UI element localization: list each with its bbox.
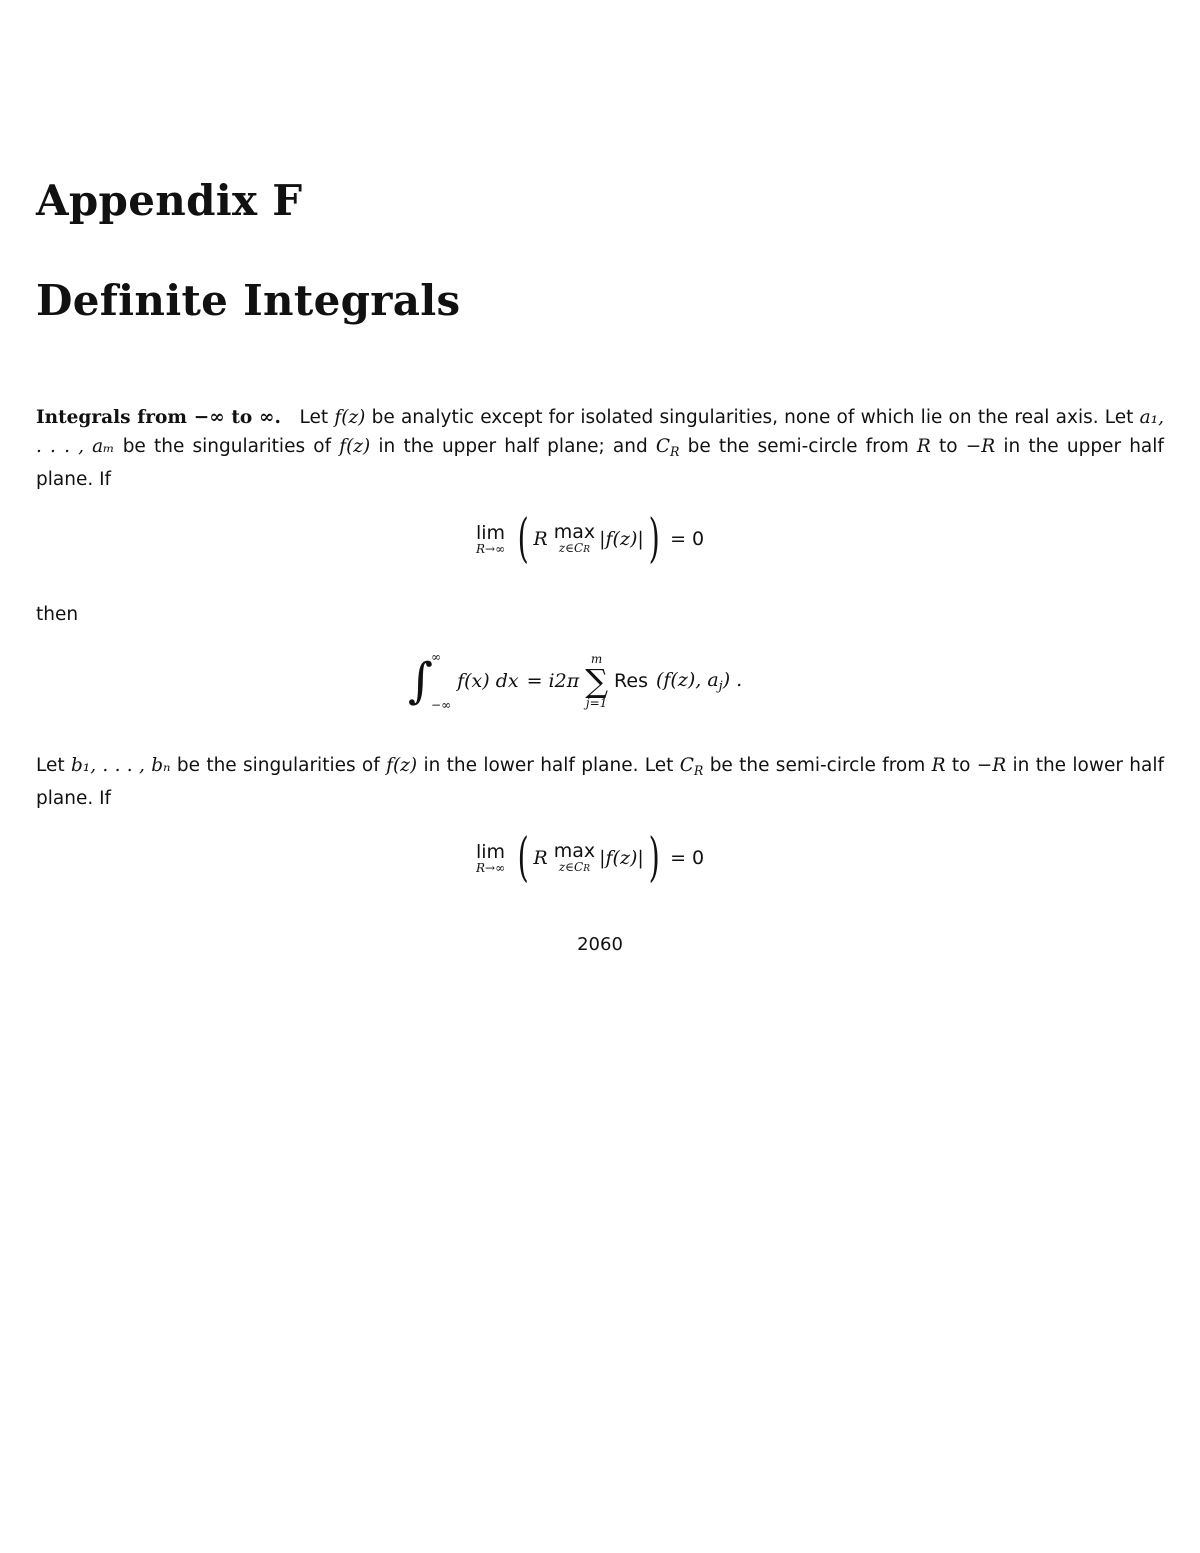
- math-cr: $C_R$: [655, 435, 680, 459]
- math-cr: $C_R$: [679, 755, 704, 778]
- integral-equation: [408, 650, 742, 712]
- integral-lower-limit: −∞: [431, 698, 452, 712]
- abs-fz: |f(z)|: [599, 528, 644, 550]
- equals-zero: = 0: [670, 528, 705, 550]
- chapter-label: Appendix F: [36, 176, 303, 225]
- left-paren: (: [517, 828, 529, 888]
- integrand: f(x) dx: [457, 670, 519, 692]
- math-R: R: [533, 847, 548, 869]
- math-negR: −R: [965, 435, 996, 457]
- abs-fz: |f(z)|: [599, 847, 644, 869]
- math-fz: f(z): [386, 755, 418, 776]
- lim-operator: lim R→∞: [476, 522, 506, 556]
- max-operator: max z∈CR: [553, 521, 596, 555]
- math-negR: −R: [976, 755, 1007, 776]
- math-fz: f(z): [334, 407, 366, 428]
- intro-paragraph: [36, 404, 1164, 494]
- math-R: R: [533, 528, 548, 550]
- right-paren: ): [648, 828, 660, 888]
- text-analytic: be analytic except for isolated singularities, none of which lie on the real axis. Let: [371, 407, 1134, 428]
- text-semicircle: be the semi-circle from: [687, 435, 909, 457]
- text-let: Let: [299, 407, 329, 428]
- then-text: then: [36, 604, 79, 625]
- right-paren: ): [648, 509, 660, 569]
- page-title: Definite Integrals: [36, 276, 461, 325]
- max-operator: max z∈CR: [553, 840, 596, 874]
- lower-paragraph: [36, 752, 1164, 814]
- limit-equation-2: [476, 828, 705, 888]
- text-let: Let: [36, 755, 65, 776]
- lim-operator: lim R→∞: [476, 841, 506, 875]
- math-lower-singularities: b₁, . . . , bₙ: [70, 755, 171, 776]
- math-R: R: [916, 435, 931, 457]
- text-singularities-of: be the singularities of: [122, 435, 332, 457]
- text-lower-if: in the lower half plane. If: [36, 755, 1164, 810]
- math-fz: f(z): [339, 435, 371, 457]
- text-upper-if: in the upper half plane. If: [36, 435, 1164, 490]
- text-singularities-of: be the singularities of: [176, 755, 380, 776]
- equals-zero: = 0: [670, 847, 705, 869]
- limit-equation-1: [476, 509, 705, 569]
- text-lower-half: in the lower half plane. Let: [423, 755, 674, 776]
- integral-upper-limit: ∞: [431, 650, 442, 664]
- res-operator: Res: [614, 670, 648, 692]
- sum-operator: m ∑ j=1: [585, 652, 609, 710]
- text-to: to: [938, 435, 958, 457]
- math-R: R: [931, 755, 946, 776]
- page-number: 2060: [577, 934, 623, 955]
- section-heading: Integrals from −∞ to ∞.: [36, 407, 281, 428]
- text-semicircle: be the semi-circle from: [709, 755, 926, 776]
- left-paren: (: [517, 509, 529, 569]
- math-upper-singularities: a₁, . . . , aₘ: [36, 407, 1164, 457]
- equals-i2pi: = i2π: [526, 670, 580, 692]
- text-upper-half: in the upper half plane; and: [378, 435, 648, 457]
- integral-operator: ∫ ∞ −∞: [408, 650, 452, 712]
- text-to: to: [951, 755, 971, 776]
- res-argument: (f(z), $a_j$) .: [655, 668, 743, 694]
